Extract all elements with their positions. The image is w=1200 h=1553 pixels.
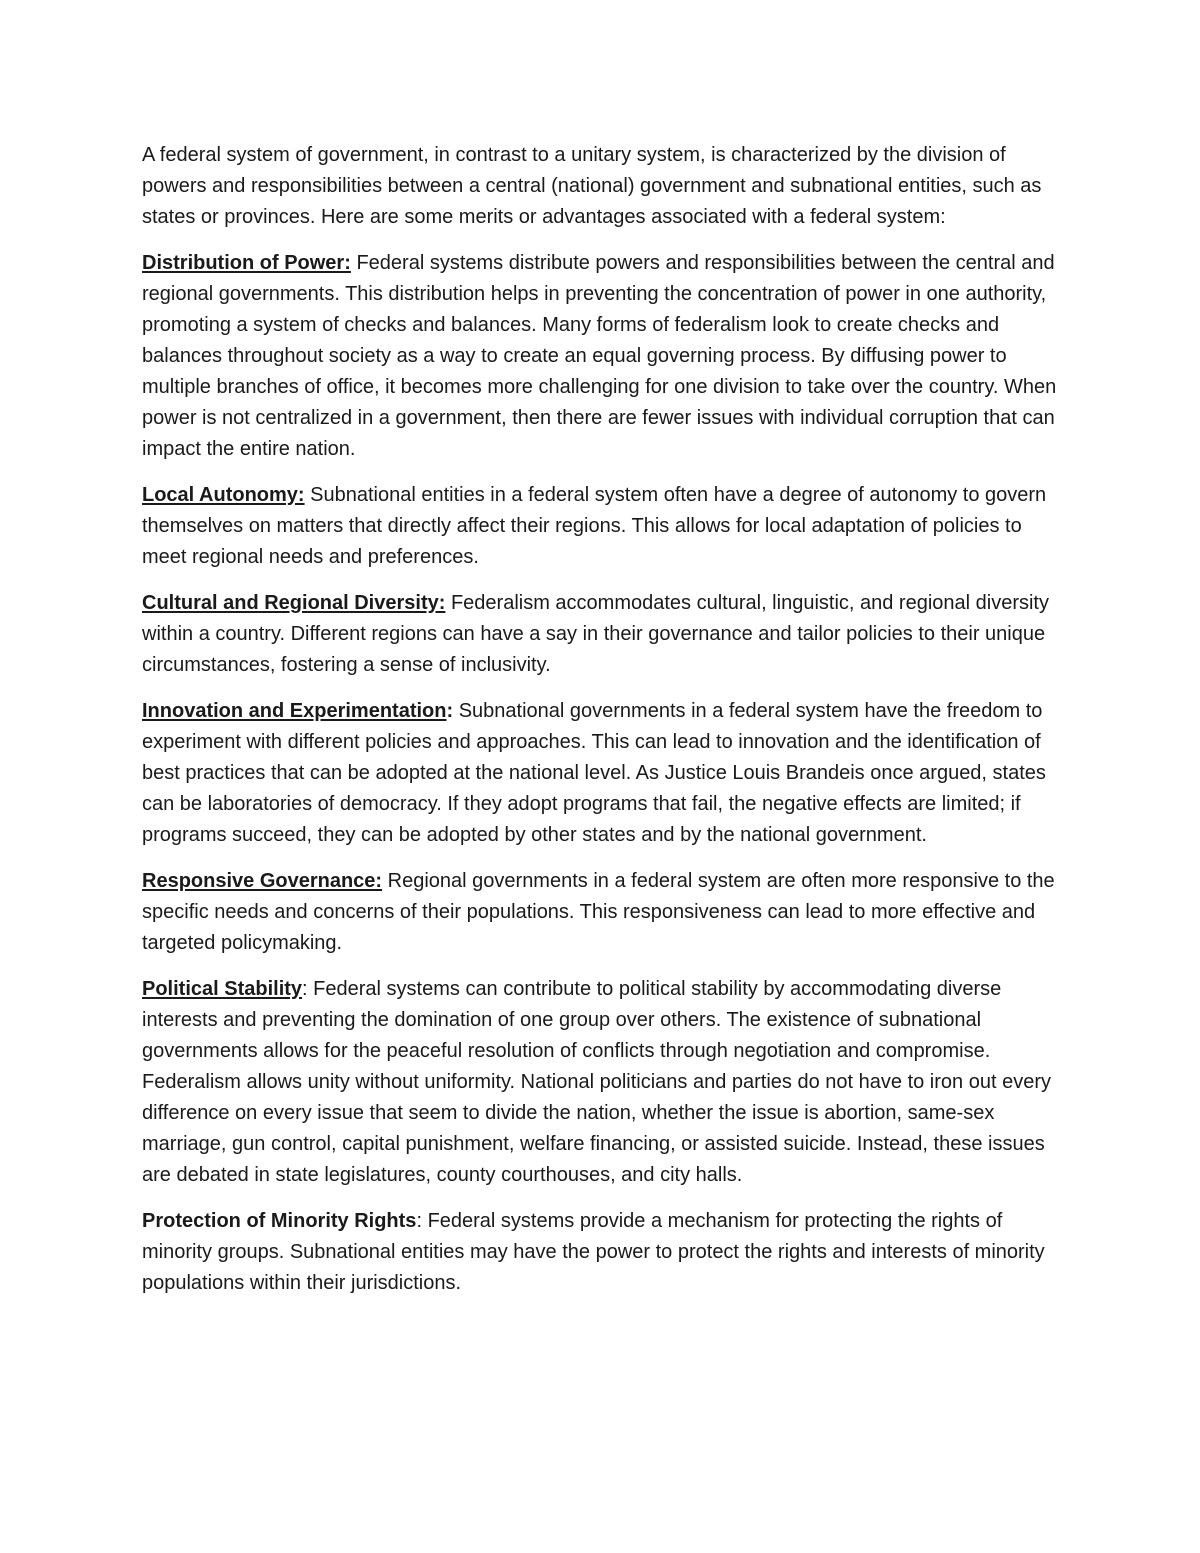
section-heading: Cultural and Regional Diversity: — [142, 592, 446, 614]
section-body: Subnational entities in a federal system often have a degree of autonomy to govern themselves on matters that directly affect their regions. This allows for local adaptation of policies to meet regional needs and preferences. — [142, 484, 1047, 568]
section-body: Federal systems distribute powers and responsibilities between the central and regional governments. This distribution helps in preventing the concentration of power in one authority, promoting a system of checks and balances. Many forms of federalism look to create checks and balances throughout society as a way to create an equal governing process. By diffusing power to multiple branches of office, it becomes more challenging for one division to take over the country. When power is not centralized in a government, then there are fewer issues with individual corruption that can impact the entire nation. — [142, 252, 1057, 460]
section-minority-rights — [142, 1206, 1062, 1299]
section-body: Regional governments in a federal system are often more responsive to the specific needs and concerns of their populations. This responsiveness can lead to more effective and targeted policymaking. — [142, 870, 1055, 954]
section-heading: Local Autonomy: — [142, 484, 305, 506]
heading-trail: : — [302, 978, 314, 1000]
section-distribution-of-power — [142, 248, 1062, 465]
heading-trail: : — [416, 1210, 428, 1232]
section-heading: Political Stability — [142, 978, 303, 1000]
section-cultural-diversity — [142, 588, 1062, 681]
section-local-autonomy — [142, 480, 1062, 573]
section-body: Federal systems provide a mechanism for protecting the rights of minority groups. Subnational entities may have the power to protect the rights and interests of minority populations within their jurisdictions. — [142, 1210, 1045, 1294]
section-heading: Responsive Governance: — [142, 870, 383, 892]
section-innovation — [142, 696, 1062, 851]
intro-paragraph: A federal system of government, in contrast to a unitary system, is characterized by the division of powers and responsibilities between a central (national) government and subnational entities, such as states or provinces. Here are some merits or advantages associated with a federal system: — [142, 144, 1042, 228]
section-body: Federalism accommodates cultural, linguistic, and regional diversity within a country. Different regions can have a say in their governance and tailor policies to their unique circumstances, fostering a sense of inclusivity. — [142, 592, 1049, 676]
section-political-stability — [142, 974, 1062, 1191]
section-responsive-governance — [142, 866, 1062, 959]
heading-trail: : — [446, 700, 459, 722]
section-heading: Protection of Minority Rights — [142, 1210, 417, 1232]
section-body: Subnational governments in a federal system have the freedom to experiment with different policies and approaches. This can lead to innovation and the identification of best practices that can be adopted at the national level. As Justice Louis Brandeis once argued, states can be laboratories of democracy. If they adopt programs that fail, the negative effects are limited; if programs succeed, they can be adopted by other states and by the national government. — [142, 700, 1046, 846]
section-heading: Innovation and Experimentation — [142, 700, 447, 722]
section-heading: Distribution of Power: — [142, 252, 351, 274]
document-page — [142, 140, 1062, 1314]
section-body: Federal systems can contribute to political stability by accommodating diverse interests and preventing the domination of one group over others. The existence of subnational governments allows for the peaceful resolution of conflicts through negotiation and compromise. Federalism allows unity without uniformity. National politicians and parties do not have to iron out every difference on every issue that seem to divide the nation, whether the issue is abortion, same-sex marriage, gun control, capital punishment, welfare financing, or assisted suicide. Instead, these issues are debated in state legislatures, county courthouses, and city halls. — [142, 978, 1051, 1186]
